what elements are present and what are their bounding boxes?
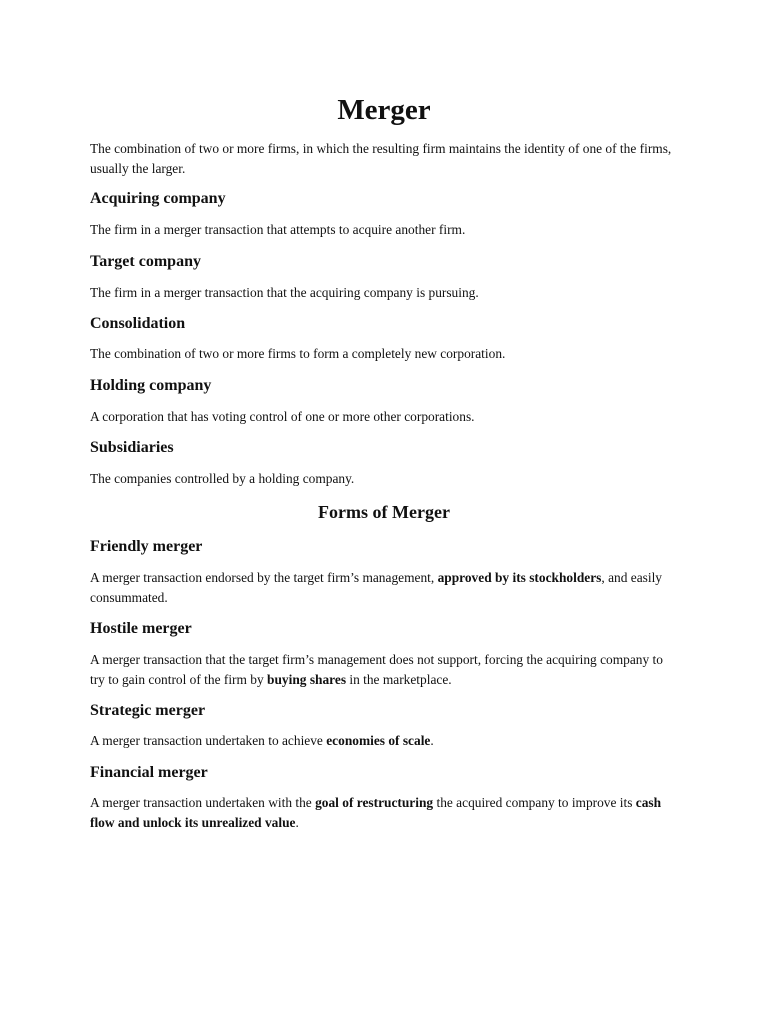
page-title: Merger: [337, 94, 431, 126]
definition-holding-company: A corporation that has voting control of one or more other corporations.: [90, 409, 475, 424]
heading-acquiring-company: Acquiring company: [90, 190, 226, 207]
emphasis-text: buying shares: [267, 671, 347, 687]
emphasis-text: economies of scale: [326, 733, 431, 748]
heading-hostile-merger: Hostile merger: [90, 620, 192, 637]
emphasis-text: approved by its stockholders: [437, 570, 602, 585]
definition-acquiring-company: The firm in a merger transaction that attempts to acquire another firm.: [90, 222, 466, 237]
definition-subsidiaries: The companies controlled by a holding company.: [90, 471, 355, 486]
heading-subsidiaries: Subsidiaries: [90, 439, 174, 456]
definition-financial-merger: A merger transaction undertaken with the goal of restructuring the acquired company to improve its cash flow and unlock its unrealized value.: [90, 795, 662, 830]
definition-friendly-merger: A merger transaction endorsed by the target firm’s management, approved by its stockholders, and easily consummated.: [90, 570, 663, 605]
heading-target-company: Target company: [90, 253, 201, 270]
section-title-forms-of-merger: Forms of Merger: [318, 502, 450, 522]
emphasis-text: goal of restructuring: [315, 795, 434, 810]
intro-paragraph: The combination of two or more firms, in which the resulting firm maintains the identity of one of the firms, usually the larger.: [90, 141, 672, 176]
heading-friendly-merger: Friendly merger: [90, 538, 203, 555]
definition-consolidation: The combination of two or more firms to form a completely new corporation.: [90, 346, 506, 361]
heading-consolidation: Consolidation: [90, 315, 186, 332]
definition-target-company: The firm in a merger transaction that the acquiring company is pursuing.: [90, 285, 479, 300]
definition-strategic-merger: A merger transaction undertaken to achieve economies of scale.: [90, 733, 434, 748]
heading-financial-merger: Financial merger: [90, 764, 208, 781]
heading-strategic-merger: Strategic merger: [90, 702, 206, 719]
emphasis-text: cash flow and unlock its unrealized value: [90, 795, 662, 830]
definition-hostile-merger: A merger transaction that the target firm’s management does not support, forcing the acquiring company to try to gain control of the firm by buying shares in the marketplace.: [90, 652, 663, 687]
heading-holding-company: Holding company: [90, 377, 212, 394]
